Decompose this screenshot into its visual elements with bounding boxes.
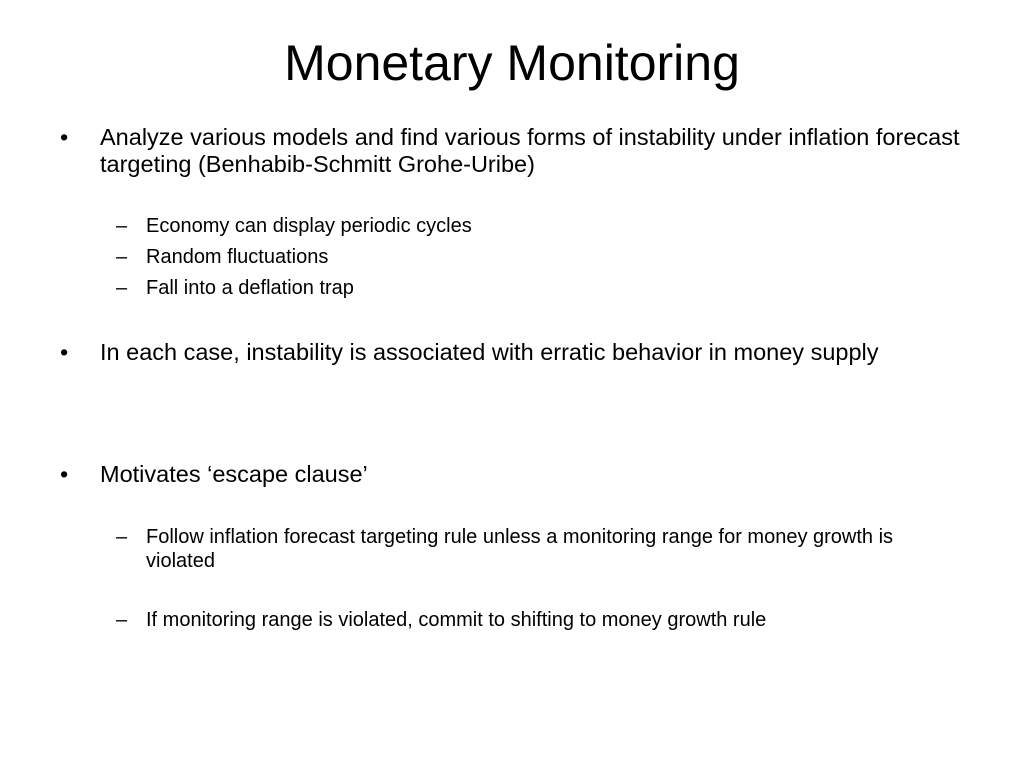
sub-bullet-marker: – [116, 277, 128, 299]
sub-bullet-marker: – [116, 609, 128, 631]
sub-bullet-text: Random fluctuations [146, 246, 329, 268]
bullet-item [60, 124, 960, 178]
sub-bullet-text: Fall into a deflation trap [146, 277, 354, 299]
sub-bullet-item [116, 608, 966, 632]
sub-bullet-text: Follow inflation forecast targeting rule unless a monitoring range for money growth is violated [146, 526, 894, 572]
bullet-item [60, 339, 960, 366]
bullet-item [60, 461, 960, 488]
bullet-text: Motivates ‘escape clause’ [100, 461, 368, 487]
sub-bullet-text: If monitoring range is violated, commit to shifting to money growth rule [146, 609, 767, 631]
bullet-marker: • [60, 461, 69, 487]
sub-bullet-item [116, 525, 966, 573]
sub-bullet-marker: – [116, 215, 128, 237]
sub-bullet-item [116, 276, 966, 300]
bullet-marker: • [60, 339, 69, 365]
sub-bullet-marker: – [116, 246, 128, 268]
bullet-text: Analyze various models and find various forms of instability under inflation forecast targeting (Benhabib-Schmitt Grohe-Uribe) [100, 124, 960, 177]
bullet-text: In each case, instability is associated with erratic behavior in money supply [100, 339, 879, 365]
sub-bullet-item [116, 214, 966, 238]
sub-bullet-item [116, 245, 966, 269]
sub-bullet-marker: – [116, 526, 128, 548]
sub-bullet-text: Economy can display periodic cycles [146, 215, 472, 237]
slide-title: Monetary Monitoring [284, 35, 740, 91]
bullet-marker: • [60, 124, 69, 150]
